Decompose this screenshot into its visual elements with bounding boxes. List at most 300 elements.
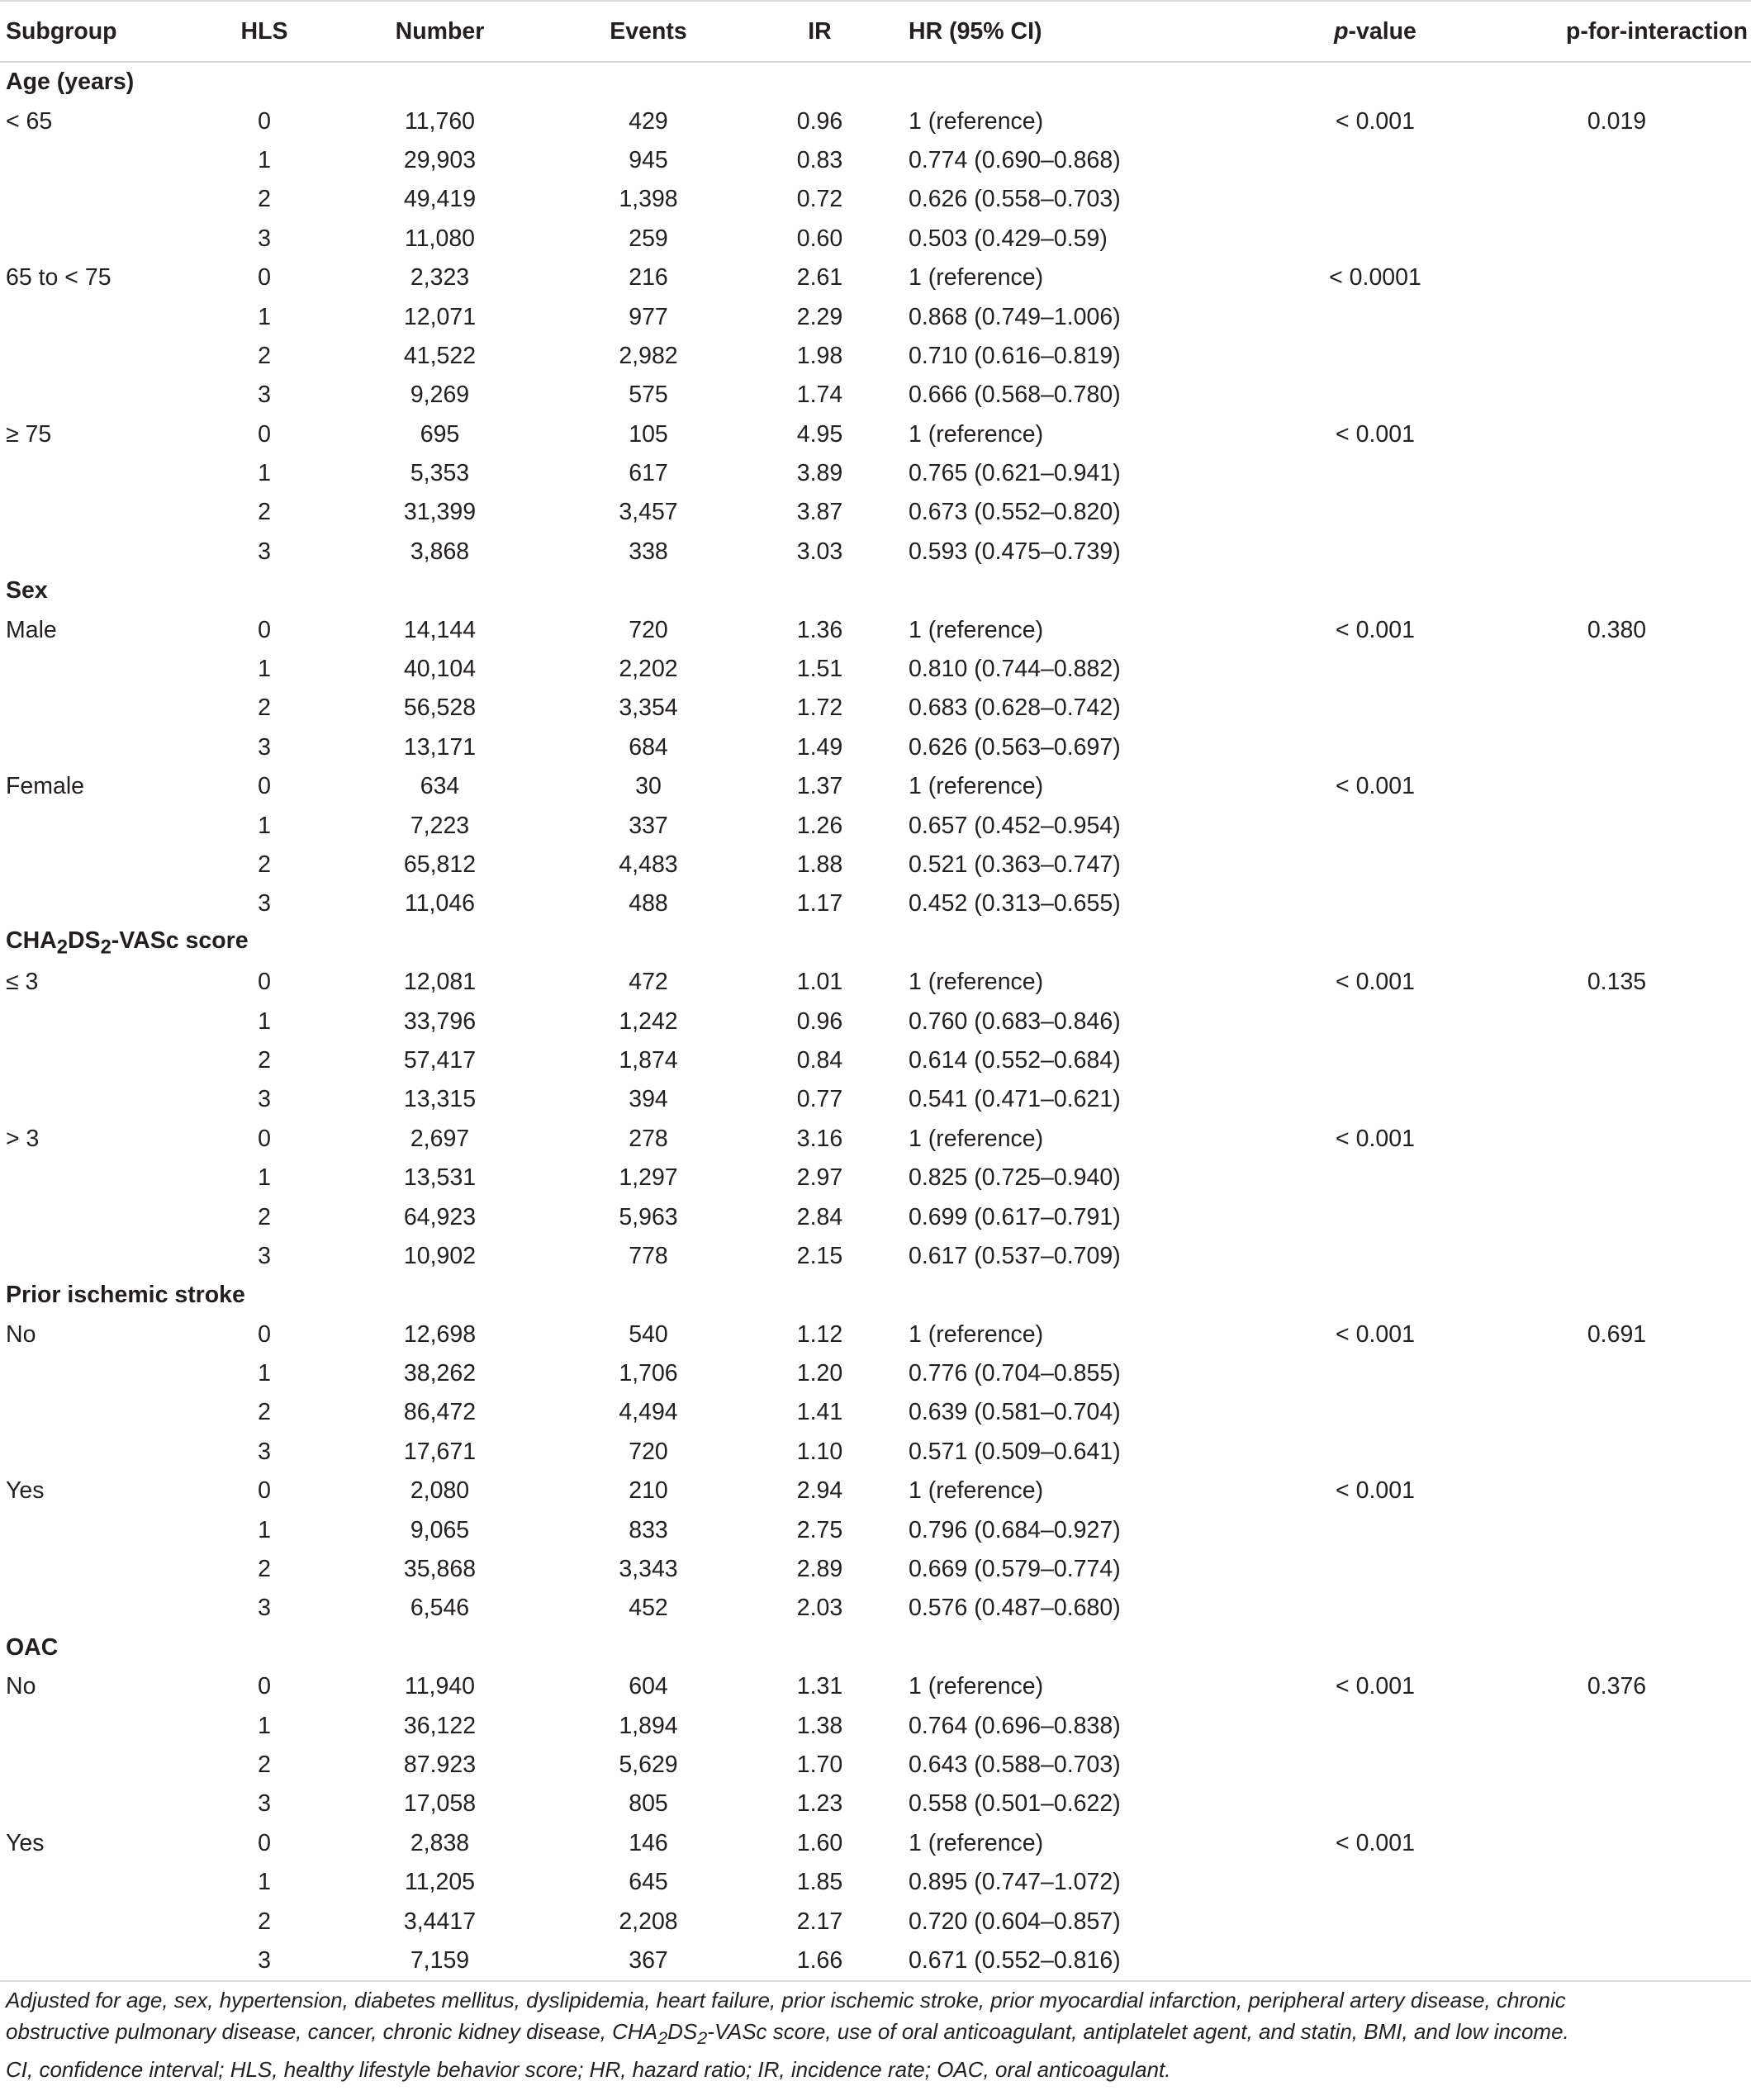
subgroup-cell (0, 728, 206, 767)
number-cell: 35,868 (403, 1556, 477, 1583)
subgroup-cell (0, 1941, 206, 1981)
p-value-cell (1268, 728, 1483, 767)
p-value-cell (1268, 533, 1483, 571)
number-cell: 2,838 (410, 1829, 470, 1856)
p-value-cell: < 0.001 (1336, 1125, 1415, 1152)
events-cell: 2,202 (619, 656, 678, 683)
subgroup-cell (0, 1354, 206, 1393)
table-row (0, 297, 1751, 336)
ir-cell: 1.66 (739, 1941, 900, 1981)
hr-cell: 1 (reference) (909, 1320, 1044, 1348)
table-row (0, 846, 1751, 884)
ir-cell: 1.31 (796, 1673, 843, 1700)
number-cell: 695 (420, 420, 460, 448)
hr-cell: 0.760 (0.683–0.846) (909, 1007, 1121, 1035)
p-value-cell (1268, 806, 1483, 845)
p-interaction-cell (1483, 258, 1751, 297)
events-cell: 146 (629, 1829, 668, 1856)
ir-cell: 1.60 (796, 1829, 843, 1856)
hls-cell: 1 (258, 1869, 271, 1896)
p-value-cell: < 0.001 (1336, 1320, 1415, 1348)
p-interaction-cell (1483, 1863, 1751, 1902)
p-interaction-cell (1483, 1120, 1751, 1159)
table-row (0, 1589, 1751, 1628)
subgroup-cell (0, 806, 206, 845)
hr-cell: 1 (reference) (909, 264, 1044, 292)
subgroup-cell (0, 1706, 206, 1745)
number-cell: 634 (420, 773, 460, 800)
events-cell: 472 (629, 969, 668, 996)
table-row (0, 767, 1751, 806)
number-cell: 3,4417 (403, 1908, 477, 1935)
number-cell: 17,058 (403, 1790, 477, 1818)
hr-cell: 1 (reference) (909, 420, 1044, 448)
subgroup-cell: > 3 (6, 1125, 40, 1152)
p-interaction-cell (1483, 1159, 1751, 1197)
group-header-row (0, 1628, 1751, 1667)
hr-cell: 0.452 (0.313–0.655) (909, 890, 1121, 917)
hr-cell: 1 (reference) (909, 1673, 1044, 1700)
p-interaction-cell (1483, 728, 1751, 767)
table-row (0, 650, 1751, 689)
p-interaction-cell (1483, 1589, 1751, 1628)
hls-cell: 2 (258, 694, 271, 722)
p-value-cell (1268, 1393, 1483, 1432)
table-row (0, 337, 1751, 376)
events-cell: 429 (629, 107, 668, 135)
ir-cell: 1.38 (796, 1712, 843, 1739)
ir-cell: 2.84 (796, 1203, 843, 1230)
events-cell: 617 (629, 460, 668, 487)
table-row (0, 141, 1751, 180)
events-cell: 720 (629, 616, 668, 643)
p-interaction-cell (1483, 1746, 1751, 1785)
hls-cell: 1 (258, 303, 271, 330)
p-interaction-cell (1483, 533, 1751, 571)
number-cell: 11,080 (404, 225, 476, 252)
number-cell: 13,531 (403, 1164, 477, 1192)
p-value-cell: < 0.001 (1336, 773, 1415, 800)
subgroup-cell (0, 1080, 206, 1119)
table-footnote (6, 1984, 1749, 2085)
hr-cell: 0.765 (0.621–0.941) (909, 460, 1121, 487)
subgroup-cell (0, 1002, 206, 1041)
table-row (0, 1315, 1751, 1354)
hls-cell: 3 (206, 1941, 322, 1981)
p-value-cell: < 0.001 (1336, 969, 1415, 996)
header-hr: HR (95% CI) (900, 1, 1268, 62)
p-value-cell (1268, 220, 1483, 258)
table-row (0, 1785, 1751, 1823)
hls-cell: 0 (258, 969, 271, 996)
table-row (0, 1902, 1751, 1941)
ir-cell: 0.83 (796, 146, 843, 173)
subgroup-cell (0, 650, 206, 689)
ir-cell: 1.37 (796, 773, 843, 800)
p-value-cell: < 0.0001 (1329, 264, 1421, 292)
table-row (0, 1197, 1751, 1236)
p-value-cell (1268, 141, 1483, 180)
events-cell: 5,963 (619, 1203, 678, 1230)
p-value-cell (1268, 454, 1483, 493)
number-cell: 13,315 (403, 1086, 477, 1113)
events-cell: 4,483 (619, 851, 678, 878)
hls-cell: 0 (258, 1829, 271, 1856)
p-interaction-cell (1483, 376, 1751, 415)
number-cell: 12,698 (403, 1320, 477, 1348)
hr-cell: 1 (reference) (909, 969, 1044, 996)
footnote-line: obstructive pulmonary disease, cancer, chronic kidney disease, $CHA_2DS_2$-VASc score, use of oral anticoagulant, antiplatelet agent, and statin, BMI, and low income. (6, 2019, 1569, 2049)
ir-cell: 1.10 (796, 1438, 843, 1465)
p-value-cell: < 0.001 (1336, 1673, 1415, 1700)
hr-cell: 0.720 (0.604–0.857) (909, 1908, 1121, 1935)
hls-cell: 2 (258, 1556, 271, 1583)
events-cell: 4,494 (619, 1399, 678, 1426)
number-cell: 3,868 (410, 538, 470, 565)
ir-cell: 1.12 (796, 1320, 843, 1348)
hr-cell: 0.673 (0.552–0.820) (909, 499, 1121, 526)
number-cell: 49,419 (403, 186, 477, 213)
p-value-cell: < 0.001 (1336, 420, 1415, 448)
events-cell: 575 (629, 382, 668, 409)
p-value-cell (1268, 376, 1483, 415)
hr-cell: 0.657 (0.452–0.954) (909, 812, 1121, 839)
events-cell: 488 (629, 890, 668, 917)
number-cell: 87.923 (403, 1751, 477, 1778)
group-title: $CHA_2DS_2$-VASc score (6, 927, 249, 959)
number-cell: 36,122 (403, 1712, 477, 1739)
hls-cell: 3 (258, 382, 271, 409)
header-row (0, 1, 1751, 62)
ir-cell: 1.72 (796, 694, 843, 722)
p-value-cell (1268, 1237, 1483, 1276)
subgroup-cell (0, 1237, 206, 1276)
p-interaction-cell (1483, 1902, 1751, 1941)
number-cell: 33,796 (403, 1007, 477, 1035)
subgroup-cell (0, 220, 206, 258)
hls-cell: 2 (258, 851, 271, 878)
number-cell: 65,812 (403, 851, 477, 878)
hr-cell: 1 (reference) (909, 773, 1044, 800)
number-cell: 2,697 (410, 1125, 470, 1152)
events-cell: 210 (629, 1477, 668, 1505)
p-value-cell (1268, 884, 1483, 923)
p-value-cell (1268, 1902, 1483, 1941)
number-cell: 9,269 (410, 382, 470, 409)
hls-cell: 1 (258, 1516, 271, 1543)
events-cell: 3,354 (619, 694, 678, 722)
number-cell: 12,081 (403, 969, 477, 996)
hr-cell: 0.683 (0.628–0.742) (909, 694, 1121, 722)
table-row (0, 1472, 1751, 1510)
p-value-cell (1268, 1746, 1483, 1785)
table-row (0, 1706, 1751, 1745)
hls-cell: 1 (258, 146, 271, 173)
events-cell: 833 (629, 1516, 668, 1543)
subgroup-cell (0, 1510, 206, 1549)
p-interaction-cell (1483, 180, 1751, 219)
hr-cell: 0.617 (0.537–0.709) (909, 1242, 1121, 1269)
hls-cell: 3 (258, 225, 271, 252)
hls-cell: 0 (258, 1477, 271, 1505)
hls-cell: 0 (258, 420, 271, 448)
group-title: OAC (6, 1633, 59, 1661)
p-interaction-cell (1483, 1393, 1751, 1432)
p-interaction-cell (1483, 297, 1751, 336)
hr-cell: 1 (reference) (909, 616, 1044, 643)
p-value-cell (1268, 180, 1483, 219)
ir-cell: 1.74 (796, 382, 843, 409)
events-cell: 338 (629, 538, 668, 565)
ir-cell: 0.96 (796, 1007, 843, 1035)
subgroup-cell (0, 1433, 206, 1472)
table-row (0, 1667, 1751, 1706)
hr-cell: 0.764 (0.696–0.838) (909, 1712, 1121, 1739)
hls-cell: 1 (258, 1007, 271, 1035)
hr-cell: 0.541 (0.471–0.621) (909, 1086, 1121, 1113)
hls-cell: 1 (258, 1360, 271, 1387)
hr-cell: 1 (reference) (909, 1829, 1044, 1856)
events-cell: 645 (629, 1869, 668, 1896)
ir-cell: 4.95 (796, 420, 843, 448)
table-row (0, 415, 1751, 454)
number-cell: 7,159 (322, 1941, 558, 1981)
group-header-row (0, 62, 1751, 102)
ir-cell: 3.16 (796, 1125, 843, 1152)
table-row (0, 1002, 1751, 1041)
p-interaction-cell (1483, 1354, 1751, 1393)
p-interaction-cell (1483, 337, 1751, 376)
events-cell: 1,242 (619, 1007, 678, 1035)
events-cell: 540 (629, 1320, 668, 1348)
table-row (0, 1120, 1751, 1159)
p-interaction-cell (1483, 1706, 1751, 1745)
events-cell: 2,208 (619, 1908, 678, 1935)
table-row (0, 1510, 1751, 1549)
hls-cell: 3 (258, 1242, 271, 1269)
subgroup-cell: < 65 (6, 107, 53, 135)
subgroup-cell: 65 to < 75 (6, 264, 112, 292)
hls-cell: 0 (258, 773, 271, 800)
subgroup-cell (0, 376, 206, 415)
hr-cell: 1 (reference) (909, 1125, 1044, 1152)
ir-cell: 2.61 (796, 264, 843, 292)
hls-cell: 0 (258, 107, 271, 135)
subgroup-cell (0, 337, 206, 376)
header-hls: HLS (206, 1, 322, 62)
group-title: Prior ischemic stroke (6, 1282, 245, 1309)
events-cell: 1,706 (619, 1360, 678, 1387)
number-cell: 7,223 (410, 812, 470, 839)
subgroup-cell: Yes (6, 1829, 45, 1856)
p-interaction-cell (1483, 454, 1751, 493)
number-cell: 11,205 (404, 1869, 476, 1896)
ir-cell: 1.85 (796, 1869, 843, 1896)
table-row (0, 533, 1751, 571)
header-p-value: p-value (1268, 1, 1483, 62)
subgroup-cell (0, 1589, 206, 1628)
subgroup-cell: No (6, 1673, 36, 1700)
hls-cell: 0 (258, 1320, 271, 1348)
hls-cell: 3 (258, 538, 271, 565)
subgroup-cell: No (6, 1320, 36, 1348)
ir-cell: 1.26 (796, 812, 843, 839)
ir-cell: 1.41 (796, 1399, 843, 1426)
subgroup-cell (0, 1159, 206, 1197)
table-row (0, 1237, 1751, 1276)
p-value-cell: < 0.001 (1336, 107, 1415, 135)
header-number: Number (322, 1, 558, 62)
events-cell: 1,894 (619, 1712, 678, 1739)
hr-cell: 0.666 (0.568–0.780) (909, 382, 1121, 409)
group-header-row (0, 571, 1751, 610)
events-cell: 3,343 (619, 1556, 678, 1583)
p-interaction-cell: 0.019 (1587, 107, 1647, 135)
ir-cell: 3.87 (796, 499, 843, 526)
hls-cell: 2 (258, 499, 271, 526)
events-cell: 977 (629, 303, 668, 330)
table-row (0, 220, 1751, 258)
events-cell: 5,629 (619, 1751, 678, 1778)
subgroup-cell (0, 180, 206, 219)
ir-cell: 3.03 (796, 538, 843, 565)
p-interaction-cell: 0.380 (1587, 616, 1647, 643)
ir-cell: 1.98 (796, 342, 843, 369)
subgroup-cell (0, 533, 206, 571)
hls-cell: 2 (258, 1203, 271, 1230)
subgroup-cell (0, 1041, 206, 1080)
p-interaction-cell (1483, 1197, 1751, 1236)
table-row (0, 1041, 1751, 1080)
ir-cell: 2.97 (796, 1164, 843, 1192)
group-header-row (0, 1276, 1751, 1315)
p-value-cell (1268, 337, 1483, 376)
table-row (0, 884, 1751, 923)
table-row (0, 180, 1751, 219)
ir-cell: 2.89 (796, 1556, 843, 1583)
table-row (0, 728, 1751, 767)
ir-cell: 1.70 (796, 1751, 843, 1778)
events-cell: 720 (629, 1438, 668, 1465)
group-header-row (0, 924, 1751, 963)
p-interaction-cell (1483, 220, 1751, 258)
events-cell: 604 (629, 1673, 668, 1700)
ir-cell: 2.94 (796, 1477, 843, 1505)
number-cell: 11,046 (404, 890, 476, 917)
subgroup-cell (0, 493, 206, 532)
table-row (0, 610, 1751, 649)
p-interaction-cell (1483, 1041, 1751, 1080)
p-value-cell (1268, 1863, 1483, 1902)
table-row (0, 493, 1751, 532)
number-cell: 2,080 (410, 1477, 470, 1505)
number-cell: 11,940 (404, 1673, 476, 1700)
table-row (0, 1433, 1751, 1472)
number-cell: 64,923 (403, 1203, 477, 1230)
p-value-cell (1268, 1080, 1483, 1119)
p-interaction-cell (1483, 1002, 1751, 1041)
number-cell: 14,144 (403, 616, 477, 643)
ir-cell: 1.51 (796, 656, 843, 683)
table-row (0, 454, 1751, 493)
header-ir: IR (739, 1, 900, 62)
p-interaction-cell (1483, 650, 1751, 689)
subgroup-cell (0, 141, 206, 180)
p-value-cell (1268, 1589, 1483, 1628)
hr-cell: 0.626 (0.558–0.703) (909, 186, 1121, 213)
p-value-cell (1268, 689, 1483, 728)
p-interaction-cell (1483, 1510, 1751, 1549)
hr-cell: 0.895 (0.747–1.072) (909, 1869, 1121, 1896)
subgroup-cell (0, 689, 206, 728)
events-cell: 30 (635, 773, 662, 800)
hr-cell: 0.796 (0.684–0.927) (909, 1516, 1121, 1543)
number-cell: 31,399 (403, 499, 477, 526)
ir-cell: 2.15 (796, 1242, 843, 1269)
number-cell: 57,417 (403, 1046, 477, 1074)
number-cell: 13,171 (403, 733, 477, 761)
p-value-cell (1268, 1197, 1483, 1236)
subgroup-cell (0, 297, 206, 336)
events-cell: 1,398 (619, 186, 678, 213)
table-row (0, 1863, 1751, 1902)
group-title: Sex (6, 577, 48, 604)
hr-cell: 0.669 (0.579–0.774) (909, 1556, 1121, 1583)
subgroup-cell: ≥ 75 (6, 420, 52, 448)
p-interaction-cell (1483, 1550, 1751, 1589)
number-cell: 29,903 (403, 146, 477, 173)
events-cell: 778 (629, 1242, 668, 1269)
p-interaction-cell (1483, 806, 1751, 845)
number-cell: 56,528 (403, 694, 477, 722)
p-interaction-cell (1483, 1785, 1751, 1823)
ir-cell: 2.17 (796, 1908, 843, 1935)
table-row (0, 963, 1751, 1002)
footnote-line: Adjusted for age, sex, hypertension, diabetes mellitus, dyslipidemia, heart failure, prior ischemic stroke, prior myocardial infarction, peripheral artery disease, chronic (6, 1988, 1566, 2012)
subgroup-cell: Male (6, 616, 57, 643)
p-value-cell (1268, 1354, 1483, 1393)
p-interaction-cell: 0.376 (1587, 1673, 1647, 1700)
number-cell: 2,323 (410, 264, 470, 292)
events-cell: 684 (629, 733, 668, 761)
p-value-cell: < 0.001 (1336, 1829, 1415, 1856)
p-interaction-cell (1483, 1472, 1751, 1510)
hls-cell: 2 (258, 1908, 271, 1935)
events-cell: 259 (629, 225, 668, 252)
subgroup-cell (0, 1785, 206, 1823)
group-title: Age (years) (6, 69, 135, 96)
hls-cell: 1 (258, 1164, 271, 1192)
p-interaction-cell (1483, 415, 1751, 454)
subgroup-cell: Yes (6, 1477, 45, 1505)
ir-cell: 1.49 (796, 733, 843, 761)
hr-cell: 1 (reference) (909, 1477, 1044, 1505)
p-interaction-cell (1483, 1941, 1751, 1981)
p-value-cell (1268, 846, 1483, 884)
events-cell: 394 (629, 1086, 668, 1113)
number-cell: 10,902 (403, 1242, 477, 1269)
ir-cell: 0.77 (796, 1086, 843, 1113)
p-value-cell (1268, 1041, 1483, 1080)
events-cell: 278 (629, 1125, 668, 1152)
hr-cell: 0.825 (0.725–0.940) (909, 1164, 1121, 1192)
hr-cell: 0.671 (0.552–0.816) (900, 1941, 1268, 1981)
p-interaction-cell: 0.691 (1587, 1320, 1647, 1348)
ir-cell: 1.36 (796, 616, 843, 643)
footnote-line: CI, confidence interval; HLS, healthy lifestyle behavior score; HR, hazard ratio; IR, incidence rate; OAC, oral anticoagulant. (6, 2057, 1171, 2083)
ir-cell: 1.23 (796, 1790, 843, 1818)
events-cell: 945 (629, 146, 668, 173)
